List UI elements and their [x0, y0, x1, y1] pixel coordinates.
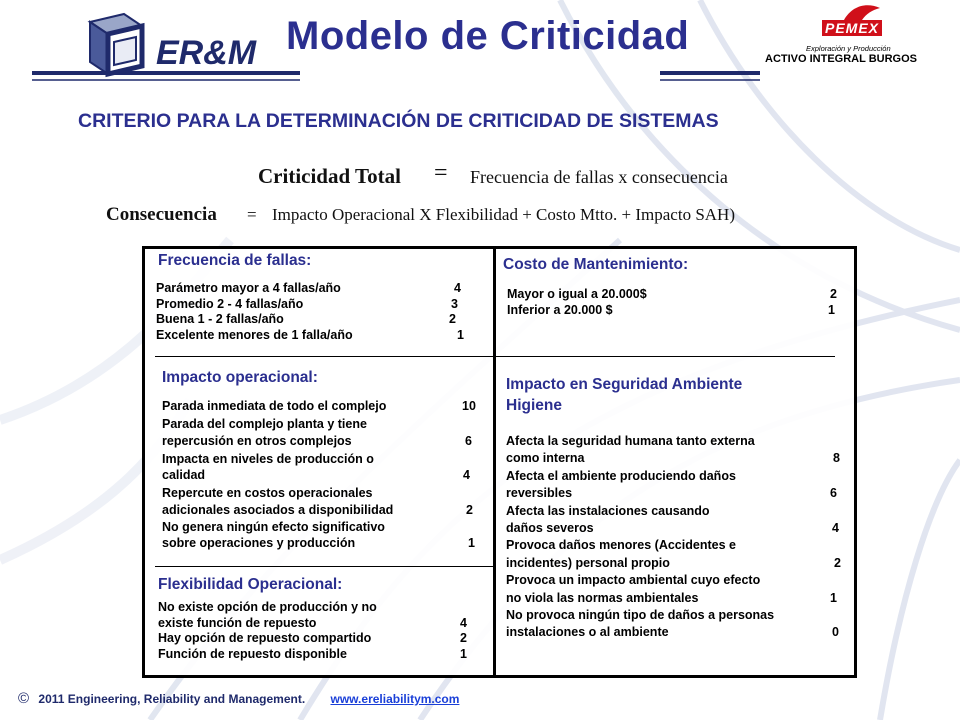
frecuencia-list — [156, 281, 476, 343]
criticidad-equals: = — [434, 160, 448, 186]
list-item: existe función de repuesto 4 — [158, 615, 467, 630]
list-item: Función de repuesto disponible 1 — [158, 646, 467, 661]
sah-heading-line1: Impacto en Seguridad Ambiente — [506, 376, 743, 393]
list-item: Buena 1 - 2 fallas/año 2 — [156, 312, 456, 327]
list-item: Mayor o igual a 20.000$ 2 — [507, 287, 837, 301]
list-item: Inferior a 20.000 $ 1 — [507, 302, 835, 317]
frecuencia-heading: Frecuencia de fallas: — [158, 252, 312, 269]
list-item: Impacta en niveles de producción o — [162, 451, 374, 466]
panel-divider-vertical — [493, 246, 496, 678]
impacto-operacional-list — [162, 398, 487, 552]
list-item: No genera ningún efecto significativo — [162, 519, 385, 534]
list-item: Provoca daños menores (Accidentes e — [506, 538, 736, 553]
list-item: no viola las normas ambientales 1 — [506, 590, 837, 605]
copyright-icon: © — [18, 690, 30, 707]
list-item: Parámetro mayor a 4 fallas/año 4 — [156, 281, 461, 295]
criticidad-expression: Frecuencia de fallas x consecuencia — [470, 167, 728, 187]
consecuencia-expression: Impacto Operacional X Flexibilidad + Costo Mtto. + Impacto SAH) — [272, 205, 735, 224]
sah-list — [506, 433, 846, 642]
criticidad-total-label: Criticidad Total — [258, 164, 401, 188]
footer — [18, 690, 459, 707]
list-item: No provoca ningún tipo de daños a personas — [506, 607, 775, 622]
list-item: Repercute en costos operacionales — [162, 486, 373, 500]
erm-cube-icon — [84, 12, 148, 80]
costo-heading: Costo de Mantenimiento: — [503, 256, 689, 273]
list-item: Promedio 2 - 4 fallas/año 3 — [156, 296, 458, 311]
flexibilidad-heading: Flexibilidad Operacional: — [158, 576, 343, 593]
list-item: adicionales asociados a disponibilidad 2 — [162, 502, 473, 517]
erm-logo — [84, 12, 257, 82]
footer-text: 2011 Engineering, Reliability and Management. — [38, 692, 306, 706]
list-item: sobre operaciones y producción 1 — [162, 536, 475, 550]
list-item: Afecta la seguridad humana tanto externa — [506, 434, 755, 448]
list-item: daños severos 4 — [506, 520, 839, 535]
sah-heading-line2: Higiene — [506, 397, 562, 414]
list-item: Parada inmediata de todo el complejo 10 — [162, 399, 476, 413]
panel-divider-top — [155, 356, 835, 357]
pemex-subtitle: Exploración y Producción — [806, 44, 891, 53]
list-item: calidad 4 — [162, 468, 470, 482]
sah-heading — [506, 374, 742, 416]
footer-link[interactable]: www.ereliabilitym.com — [330, 692, 460, 706]
impacto-operacional-heading: Impacto operacional: — [162, 369, 318, 386]
page-title: Modelo de Criticidad — [286, 14, 690, 58]
list-item: Excelente menores de 1 falla/año 1 — [156, 327, 464, 342]
list-item: Hay opción de repuesto compartido 2 — [158, 631, 467, 646]
list-item: Provoca un impacto ambiental cuyo efecto — [506, 573, 761, 588]
list-item: Afecta las instalaciones causando — [506, 503, 710, 518]
flexibilidad-list — [158, 600, 483, 662]
section-subtitle: CRITERIO PARA LA DETERMINACIÓN DE CRITICIDAD DE SISTEMAS — [78, 110, 719, 132]
list-item: Afecta el ambiente produciendo daños — [506, 468, 736, 483]
list-item: instalaciones o al ambiente 0 — [506, 625, 839, 640]
pemex-asset: ACTIVO INTEGRAL BURGOS — [765, 53, 917, 65]
pemex-name: PEMEX — [822, 20, 882, 36]
list-item: repercusión en otros complejos 6 — [162, 433, 472, 448]
list-item: Parada del complejo planta y tiene — [162, 417, 367, 431]
list-item: No existe opción de producción y no — [158, 600, 377, 614]
list-item: incidentes) personal propio 2 — [506, 555, 841, 570]
panel-divider-left-bottom — [155, 566, 493, 567]
list-item: reversibles 6 — [506, 486, 837, 501]
erm-logo-text: ER&M — [156, 34, 257, 72]
pemex-eagle-icon — [842, 2, 882, 22]
costo-list — [507, 287, 847, 318]
consecuencia-equals: = — [247, 205, 257, 224]
list-item: como interna 8 — [506, 451, 840, 466]
consecuencia-label: Consecuencia — [106, 204, 217, 225]
